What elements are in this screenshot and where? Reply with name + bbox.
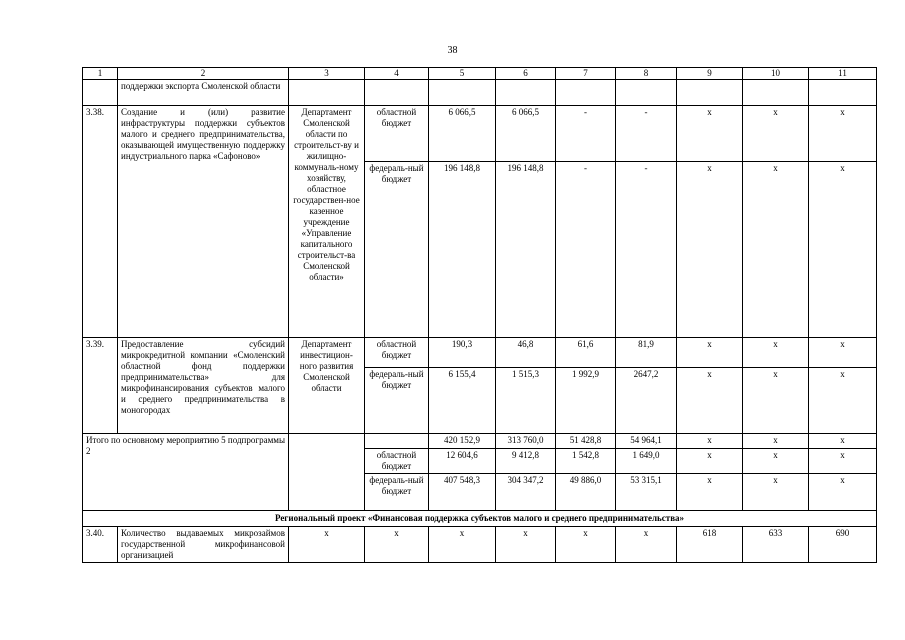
value-cell: 1 515,3: [496, 368, 556, 434]
value-cell: 54 964,1: [616, 434, 677, 449]
value-cell: 2647,2: [616, 368, 677, 434]
row-number: 3.39.: [83, 338, 118, 434]
value-cell: x: [496, 527, 556, 563]
value-cell: x: [677, 434, 743, 449]
value-cell: x: [809, 338, 877, 368]
funding-source: федераль-ный бюджет: [365, 162, 429, 338]
value-cell: 633: [743, 527, 809, 563]
value-cell: x: [677, 106, 743, 162]
value-cell: 1 542,8: [556, 449, 616, 474]
funding-source: [365, 434, 429, 449]
page-number: 38: [447, 45, 458, 56]
value-cell: 6 066,5: [429, 106, 496, 162]
col-header: 1: [83, 68, 118, 80]
value-cell: x: [809, 474, 877, 511]
col-header: 9: [677, 68, 743, 80]
col-header: 7: [556, 68, 616, 80]
value-cell: -: [616, 162, 677, 338]
value-cell: x: [616, 527, 677, 563]
value-cell: 51 428,8: [556, 434, 616, 449]
value-cell: 420 152,9: [429, 434, 496, 449]
col-header: 5: [429, 68, 496, 80]
value-cell: 1 992,9: [556, 368, 616, 434]
value-cell: x: [677, 338, 743, 368]
value-cell: x: [743, 434, 809, 449]
funding-source: областной бюджет: [365, 449, 429, 474]
section-row: [83, 511, 877, 527]
value-cell: x: [429, 527, 496, 563]
value-cell: -: [556, 106, 616, 162]
value-cell: 6 066,5: [496, 106, 556, 162]
table-row: [83, 434, 877, 449]
value-cell: 49 886,0: [556, 474, 616, 511]
value-cell: x: [677, 368, 743, 434]
col-header: 6: [496, 68, 556, 80]
value-cell: x: [743, 474, 809, 511]
table-row: [83, 338, 877, 368]
value-cell: 81,9: [616, 338, 677, 368]
value-cell: 190,3: [429, 338, 496, 368]
value-cell: 9 412,8: [496, 449, 556, 474]
value-cell: 61,6: [556, 338, 616, 368]
value-cell: x: [809, 449, 877, 474]
value-cell: x: [743, 338, 809, 368]
funding-source: федераль-ный бюджет: [365, 368, 429, 434]
column-number-row: [83, 68, 877, 80]
value-cell: x: [809, 434, 877, 449]
value-cell: x: [365, 527, 429, 563]
row-executor: Департамент Смоленской области по строительст-ву и жилищно-коммуналь-ному хозяйству, областное государствен-ное казенное учреждение «Управление капитального строительст-ва Смоленской области»: [289, 106, 365, 338]
value-cell: 46,8: [496, 338, 556, 368]
table-row: [83, 527, 877, 563]
col-header: 11: [809, 68, 877, 80]
value-cell: x: [289, 527, 365, 563]
value-cell: x: [677, 449, 743, 474]
row-name: Количество выдаваемых микрозаймов государственной микрофинансовой организацией: [118, 527, 289, 563]
section-title: Региональный проект «Финансовая поддержка субъектов малого и среднего предпринимательства»: [83, 511, 877, 527]
col-header: 2: [118, 68, 289, 80]
row-name: Создание и (или) развитие инфраструктуры поддержки субъектов малого и среднего предпринимательства, оказывающей имущественную поддержку индустриального парка «Сафоново»: [118, 106, 289, 338]
row-number: 3.38.: [83, 106, 118, 338]
funding-source: областной бюджет: [365, 106, 429, 162]
value-cell: x: [743, 162, 809, 338]
row-executor: Департамент инвестицион-ного развития Смоленской области: [289, 338, 365, 434]
value-cell: -: [616, 106, 677, 162]
value-cell: -: [556, 162, 616, 338]
col-header: 3: [289, 68, 365, 80]
total-label: Итого по основному мероприятию 5 подпрограммы 2: [83, 434, 289, 511]
value-cell: 196 148,8: [429, 162, 496, 338]
row-number: 3.40.: [83, 527, 118, 563]
funding-source: областной бюджет: [365, 338, 429, 368]
value-cell: 407 548,3: [429, 474, 496, 511]
budget-table: [82, 67, 877, 563]
table-row: [83, 106, 877, 162]
value-cell: x: [809, 106, 877, 162]
value-cell: x: [743, 106, 809, 162]
value-cell: 304 347,2: [496, 474, 556, 511]
col-header: 10: [743, 68, 809, 80]
value-cell: 53 315,1: [616, 474, 677, 511]
value-cell: x: [743, 368, 809, 434]
row-name: Предоставление субсидий микрокредитной компании «Смоленский областной фонд поддержки предпринимательства» для микрофинансирования субъектов малого и среднего предпринимательства в моногородах: [118, 338, 289, 434]
funding-source: федераль-ный бюджет: [365, 474, 429, 511]
col-header: 8: [616, 68, 677, 80]
value-cell: 690: [809, 527, 877, 563]
value-cell: x: [809, 368, 877, 434]
value-cell: x: [809, 162, 877, 338]
value-cell: 6 155,4: [429, 368, 496, 434]
value-cell: x: [743, 449, 809, 474]
value-cell: 1 649,0: [616, 449, 677, 474]
table-row: [83, 80, 877, 106]
value-cell: x: [677, 474, 743, 511]
value-cell: 313 760,0: [496, 434, 556, 449]
row-name: поддержки экспорта Смоленской области: [118, 80, 289, 106]
value-cell: 618: [677, 527, 743, 563]
value-cell: 196 148,8: [496, 162, 556, 338]
value-cell: x: [556, 527, 616, 563]
value-cell: x: [677, 162, 743, 338]
value-cell: 12 604,6: [429, 449, 496, 474]
col-header: 4: [365, 68, 429, 80]
